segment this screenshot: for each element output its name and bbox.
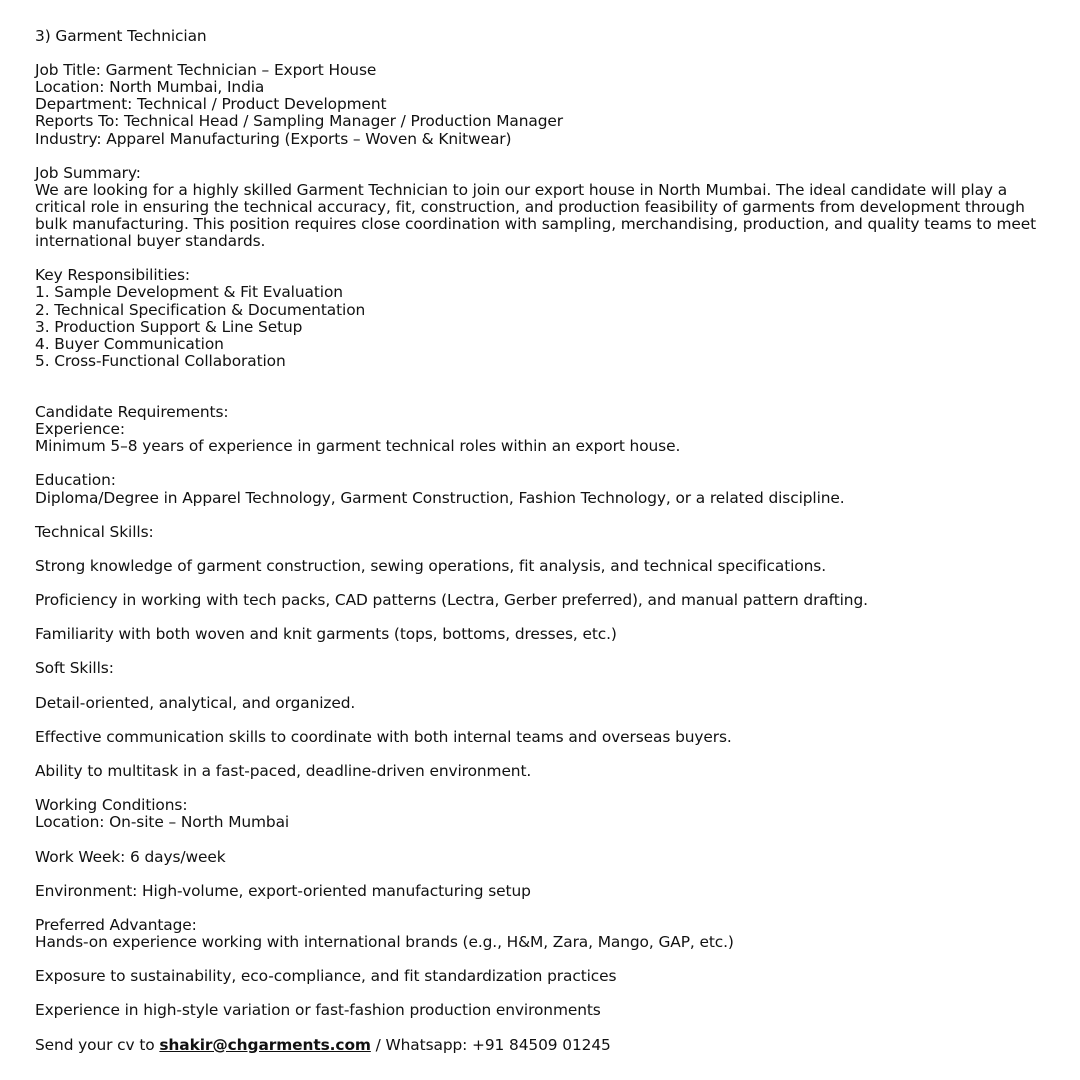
job-summary-text: We are looking for a highly skilled Garment Technician to join our export house in North Mumbai. The ideal candidate will play a critical role in ensuring the technical accuracy, fit, construction, and production feasibility of garments from development through bulk manufacturing. This position requires close coordination with sampling, merchandising, production, and quality teams to meet international buyer standards.: [35, 180, 1037, 251]
spacer: [35, 1019, 1045, 1036]
spacer: [35, 866, 1045, 883]
soft-skill-item: Detail-oriented, analytical, and organized.: [35, 693, 356, 712]
environment-line: Environment: High-volume, export-oriented manufacturing setup: [35, 881, 531, 900]
spacer: [35, 780, 1045, 797]
spacer: [35, 370, 1045, 404]
education-label: Education:: [35, 471, 116, 490]
working-conditions-label: Working Conditions:: [35, 796, 188, 815]
responsibility-item: 2. Technical Specification & Documentation: [35, 300, 366, 319]
technical-skill-item: Proficiency in working with tech packs, CAD patterns (Lectra, Gerber preferred), and manual pattern drafting.: [35, 591, 868, 610]
spacer: [35, 541, 1045, 558]
job-description-document: [35, 28, 1045, 1054]
responsibility-item: 1. Sample Development & Fit Evaluation: [35, 283, 343, 302]
spacer: [35, 609, 1045, 626]
spacer: [35, 575, 1045, 592]
responsibility-item: 4. Buyer Communication: [35, 334, 224, 353]
email-link[interactable]: shakir@chgarments.com: [159, 1035, 371, 1054]
spacer: [35, 985, 1045, 1002]
section-heading: 3) Garment Technician: [35, 27, 207, 45]
spacer: [35, 746, 1045, 763]
responsibilities-label: Key Responsibilities:: [35, 266, 190, 285]
spacer: [35, 507, 1045, 524]
requirements-label: Candidate Requirements:: [35, 403, 229, 422]
spacer: [35, 831, 1045, 848]
spacer: [35, 678, 1045, 695]
experience-text: Minimum 5–8 years of experience in garment technical roles within an export house.: [35, 437, 681, 456]
responsibility-item: 5. Cross-Functional Collaboration: [35, 351, 286, 370]
job-title-line: Job Title: Garment Technician – Export House: [35, 61, 377, 80]
department-line: Department: Technical / Product Development: [35, 95, 387, 114]
spacer: [35, 45, 1045, 62]
spacer: [35, 900, 1045, 917]
contact-line: [35, 1037, 1045, 1054]
spacer: [35, 643, 1045, 660]
technical-skills-label: Technical Skills:: [35, 522, 154, 541]
soft-skills-label: Soft Skills:: [35, 659, 114, 678]
location-line: Location: North Mumbai, India: [35, 78, 265, 97]
technical-skill-item: Strong knowledge of garment construction, sewing operations, fit analysis, and technical specifications.: [35, 556, 826, 575]
work-week-line: Work Week: 6 days/week: [35, 847, 226, 866]
contact-prefix: Send your cv to: [35, 1035, 160, 1054]
job-summary-label: Job Summary:: [35, 163, 141, 182]
spacer: [35, 951, 1045, 968]
spacer: [35, 712, 1045, 729]
preferred-advantage-label: Preferred Advantage:: [35, 915, 197, 934]
reports-to-line: Reports To: Technical Head / Sampling Manager / Production Manager: [35, 112, 563, 131]
soft-skill-item: Ability to multitask in a fast-paced, deadline-driven environment.: [35, 762, 532, 781]
preferred-item: Exposure to sustainability, eco-compliance, and fit standardization practices: [35, 967, 617, 986]
preferred-item: Experience in high-style variation or fast-fashion production environments: [35, 1001, 601, 1020]
responsibility-item: 3. Production Support & Line Setup: [35, 317, 303, 336]
education-text: Diploma/Degree in Apparel Technology, Garment Construction, Fashion Technology, or a related discipline.: [35, 488, 845, 507]
preferred-item: Hands-on experience working with international brands (e.g., H&M, Zara, Mango, GAP, etc.): [35, 932, 734, 951]
experience-label: Experience:: [35, 420, 125, 439]
spacer: [35, 250, 1045, 267]
spacer: [35, 455, 1045, 472]
industry-line: Industry: Apparel Manufacturing (Exports – Woven & Knitwear): [35, 129, 512, 148]
contact-whatsapp: / Whatsapp: +91 84509 01245: [370, 1035, 611, 1054]
spacer: [35, 148, 1045, 165]
work-location-line: Location: On-site – North Mumbai: [35, 813, 290, 832]
soft-skill-item: Effective communication skills to coordinate with both internal teams and overseas buyers.: [35, 727, 732, 746]
technical-skill-item: Familiarity with both woven and knit garments (tops, bottoms, dresses, etc.): [35, 625, 617, 644]
